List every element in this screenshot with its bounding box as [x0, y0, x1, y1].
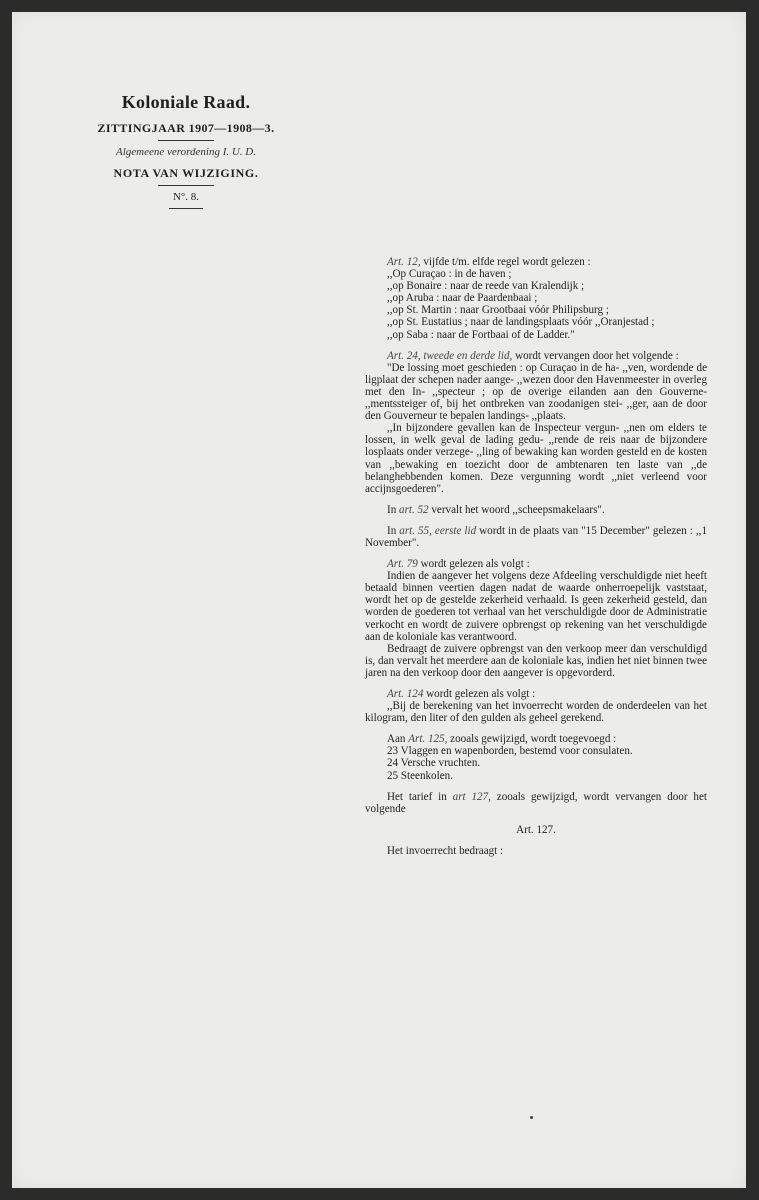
art12-line: ,,op Bonaire : naar de reede van Kralendijk ; [387, 280, 585, 293]
art127-paragraph [365, 791, 707, 815]
art24-paragraph [365, 350, 707, 362]
header-divider [158, 185, 214, 186]
art125-ref: Art. 125, [408, 733, 448, 746]
art125-text: zooals gewijzigd, wordt toegevoegd : [447, 733, 617, 746]
art125-item: 23 Vlaggen en wapenborden, bestemd voor consulaten. [387, 745, 633, 758]
art24-text: wordt vervangen door het volgende : [512, 349, 679, 362]
art125-paragraph [365, 733, 707, 745]
art12-line: ,,op St. Eustatius ; naar de landingsplaats vóór ,,Oranjestad ; [387, 316, 655, 329]
amendment-title: NOTA VAN WIJZIGING. [113, 166, 259, 180]
art124-ref: Art. 124 [387, 688, 424, 700]
art12-line: ,,Op Curaçao : in de haven ; [387, 268, 512, 281]
art55-text: wordt in de plaats van "15 December" gelezen : ,,1 November". [365, 524, 707, 549]
document-number: N°. 8. [172, 191, 200, 203]
art125-item: 24 Versche vruchten. [387, 757, 481, 770]
art52-paragraph [365, 504, 707, 516]
document-page [12, 12, 746, 1188]
art79-text-block: Bedraagt de zuivere opbrengst van den verkoop meer dan verschuldigd is, dan vervalt het meerdere aan de koloniale kas, indien het niet binnen twee jaren na den verkoop door den aangever is opgevorderd. [365, 642, 707, 679]
art12-line: ,,op St. Martin : naar Grootbaai vóór Philipsburg ; [387, 304, 609, 317]
art79-text: wordt gelezen als volgt : [417, 558, 530, 571]
art124-quote: ,,Bij de berekening van het invoerrecht worden de onderdeelen van het kilogram, den liter of den gulden als geheel gerekend. [365, 700, 707, 725]
art79-text-block: Indien de aangever het volgens deze Afdeeling verschuldigde niet heeft betaald binnen veertien dagen nadat de waarde onherroepelijk vaststaat, wordt het op de gestelde zekerheid verhaald. Is geen zekerheid gesteld, dan worden de goederen tot verhaal van het verschuldigde door de Administratie verkocht en wordt de zuivere opbrengst op rekening van het verschuldigde aan de koloniale kas verantwoord. [365, 570, 707, 643]
art127-text: zooals gewijzigd, wordt vervangen door het volgende [365, 790, 707, 815]
art24-quote: ,,In bijzondere gevallen kan de Inspecteur vergun- ,,nen om elders te lossen, in welk geval de lading gedu- ,,rende de reis naar de bijzondere losplaats onder verzege- ,,ling of bewaking kan worden gesteld en de kosten van ,,bewaking en toezicht door de ambtenaren ten laste van ,,de belanghebbenden komen. Deze vergunning wordt ,,niet verleend voor accijnsgoederen". [365, 422, 707, 495]
amendment-body [365, 256, 707, 857]
art12-line: ,,op Saba : naar de Fortbaai of de Ladder." [387, 328, 575, 341]
council-title: Koloniale Raad. [121, 92, 251, 112]
session-year: ZITTINGJAAR 1907—1908—3. [97, 121, 275, 135]
ordinance-subtitle: Algemeene verordening I. U. D. [116, 146, 256, 158]
art24-ref: Art. 24, tweede en derde lid, [387, 349, 513, 362]
art124-paragraph [365, 688, 707, 700]
art52-pre: In [387, 503, 400, 516]
art55-ref: art. 55, eerste lid [399, 524, 477, 537]
art127-ref: art 127, [452, 790, 491, 803]
art55-pre: In [387, 524, 400, 537]
art55-paragraph [365, 525, 707, 549]
art79-paragraph [365, 558, 707, 570]
art12-ref: Art. 12, [387, 256, 421, 268]
art52-ref: art. 52 [399, 503, 429, 516]
art125-item: 25 Steenkolen. [387, 769, 453, 782]
art127-heading: Art. 127. [516, 823, 556, 836]
ink-speck [530, 1116, 533, 1119]
art12-text: vijfde t/m. elfde regel wordt gelezen : [420, 256, 591, 268]
art125-pre: Aan [387, 733, 409, 746]
document-header [76, 92, 296, 209]
art127-pre: Het tarief in [387, 790, 453, 803]
art79-ref: Art. 79 [387, 558, 418, 571]
art52-text: vervalt het woord ,,scheepsmakelaars". [428, 503, 605, 516]
art124-text: wordt gelezen als volgt : [423, 688, 536, 700]
number-underline [169, 208, 203, 209]
art12-line: ,,op Aruba : naar de Paardenbaai ; [387, 292, 538, 305]
art127-intro: Het invoerrecht bedraagt : [387, 844, 504, 857]
art12-paragraph [365, 256, 707, 268]
art24-quote: "De lossing moet geschieden : op Curaçao in de ha- ,,ven, wordende de ligplaat der schepen nader aange- ,,wezen door den Havenmeester in overleg met den In- ,,specteur ; op de overige eilanden aan den Gouverne- ,,mentssteiger of, bij het ontbreken van zoodanigen stei- ,,ger, aan de door den Gouverneur te bepalen landings- ,,plaats. [365, 361, 707, 423]
header-divider [158, 140, 214, 141]
